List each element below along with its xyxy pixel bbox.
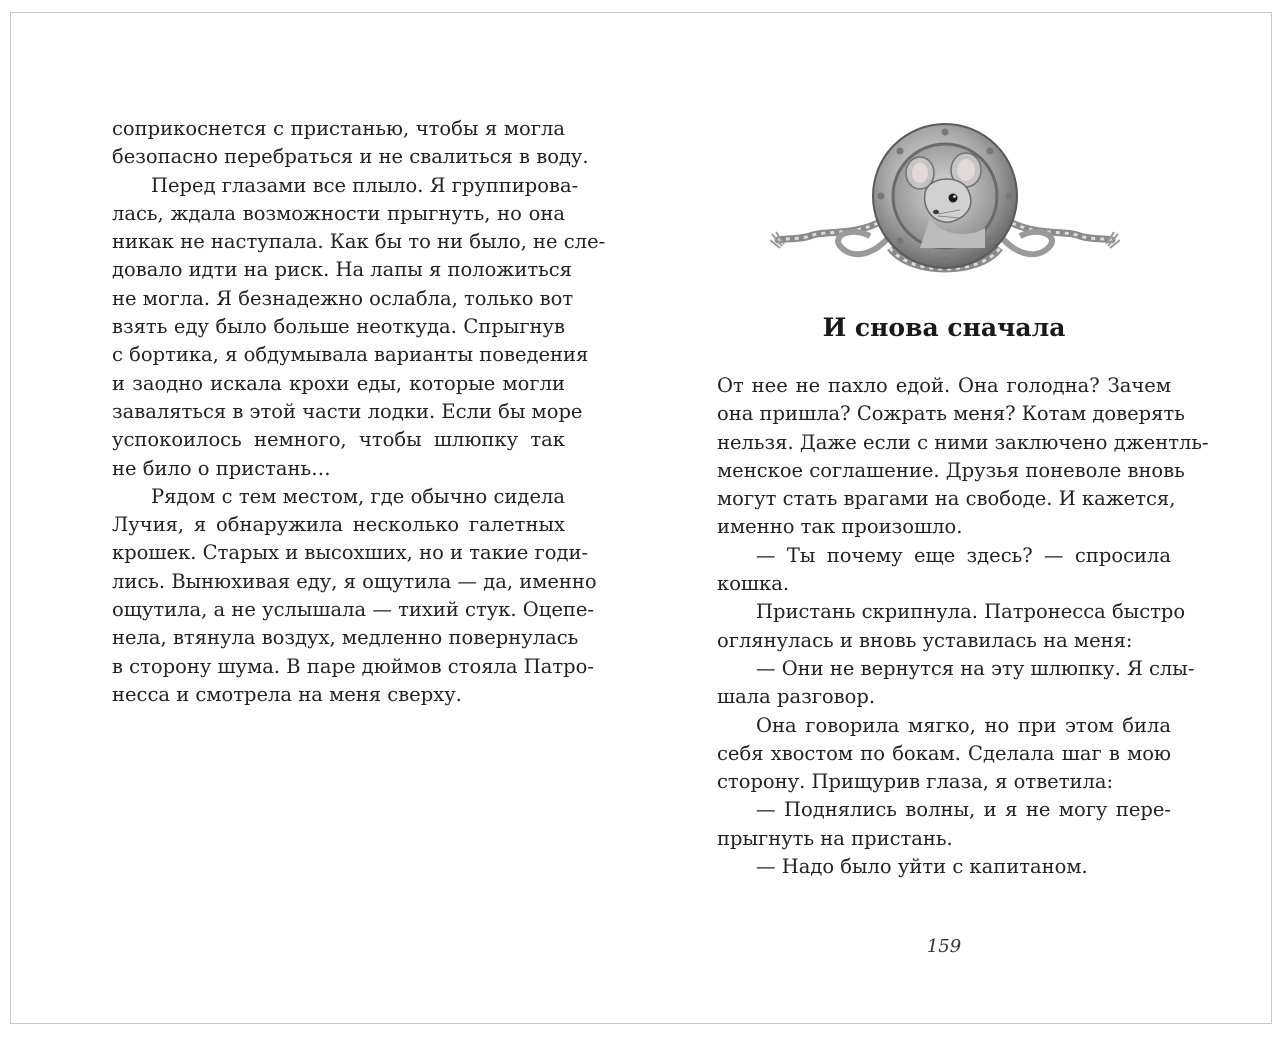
text-line: лись. Вынюхивая еду, я ощутила — да, именно bbox=[112, 569, 597, 593]
text-line: и заодно искала крохи еды, которые могли bbox=[112, 371, 565, 395]
text-line: безопасно перебраться и не свалиться в воду. bbox=[112, 145, 589, 169]
text-line: — Они не вернутся на эту шлюпку. Я слы- bbox=[756, 656, 1195, 680]
text-line: взять еду было больше неоткуда. Спрыгнув bbox=[112, 315, 565, 339]
right-page bbox=[717, 372, 1209, 881]
text-line: нела, втянула воздух, медленно повернулась bbox=[112, 626, 579, 650]
text-line: она пришла? Сожрать меня? Котам доверять bbox=[717, 402, 1185, 426]
text-line: никак не наступала. Как бы то ни было, не сле- bbox=[112, 230, 606, 254]
chapter-title: И снова сначала bbox=[822, 313, 1066, 342]
text-line: не могла. Я безнадежно ослабла, только вот bbox=[112, 286, 574, 310]
text-line: Она говорила мягко, но при этом била bbox=[756, 713, 1171, 737]
text-line: именно так произошло. bbox=[717, 515, 963, 539]
text-line: — Поднялись волны, и я не могу пере- bbox=[756, 798, 1171, 822]
text-line: От нее не пахло едой. Она голодна? Зачем bbox=[717, 374, 1171, 397]
text-line: довало идти на риск. На лапы я положиться bbox=[112, 258, 572, 282]
text-line: несса и смотрела на меня сверху. bbox=[112, 682, 462, 706]
page-number: 159 bbox=[926, 936, 962, 957]
text-line: прыгнуть на пристань. bbox=[717, 826, 953, 850]
text-line: себя хвостом по бокам. Сделала шаг в мою bbox=[717, 741, 1171, 765]
text-line: Рядом с тем местом, где обычно сидела bbox=[151, 484, 565, 508]
text-line: кошка. bbox=[717, 572, 790, 596]
mouse-in-porthole-with-rope-icon bbox=[770, 118, 1120, 278]
text-line: — Надо было уйти с капитаном. bbox=[756, 855, 1088, 879]
text-line: успокоилось немного, чтобы шлюпку так bbox=[112, 428, 565, 452]
text-line: нельзя. Даже если с ними заключено джентль- bbox=[717, 430, 1209, 454]
text-line: Перед глазами все плыло. Я группирова- bbox=[151, 173, 579, 197]
text-line: заваляться в этой части лодки. Если бы море bbox=[112, 399, 583, 423]
text-line: могут стать врагами на свободе. И кажется, bbox=[717, 487, 1176, 511]
text-line: сторону. Прищурив глаза, я ответила: bbox=[717, 770, 1114, 794]
text-line: Пристань скрипнула. Патронесса быстро bbox=[756, 600, 1186, 624]
text-line: с бортика, я обдумывала варианты поведения bbox=[112, 343, 589, 367]
text-line: не било о пристань… bbox=[112, 456, 331, 480]
text-line: Лучия, я обнаружила несколько галетных bbox=[112, 513, 565, 537]
text-line: лась, ждала возможности прыгнуть, но она bbox=[112, 201, 565, 225]
text-line: соприкоснется с пристанью, чтобы я могла bbox=[112, 117, 565, 140]
left-page bbox=[112, 115, 606, 709]
text-line: менское соглашение. Друзья поневоле вновь bbox=[717, 458, 1185, 482]
text-line: крошек. Старых и высохших, но и такие годи- bbox=[112, 541, 589, 565]
text-line: шала разговор. bbox=[717, 685, 876, 709]
text-line: оглянулась и вновь уставилась на меня: bbox=[717, 628, 1133, 652]
text-line: ощутила, а не услышала — тихий стук. Оцепе- bbox=[112, 598, 594, 622]
text-line: в сторону шума. В паре дюймов стояла Патро- bbox=[112, 654, 594, 678]
text-line: — Ты почему еще здесь? — спросила bbox=[756, 543, 1171, 567]
